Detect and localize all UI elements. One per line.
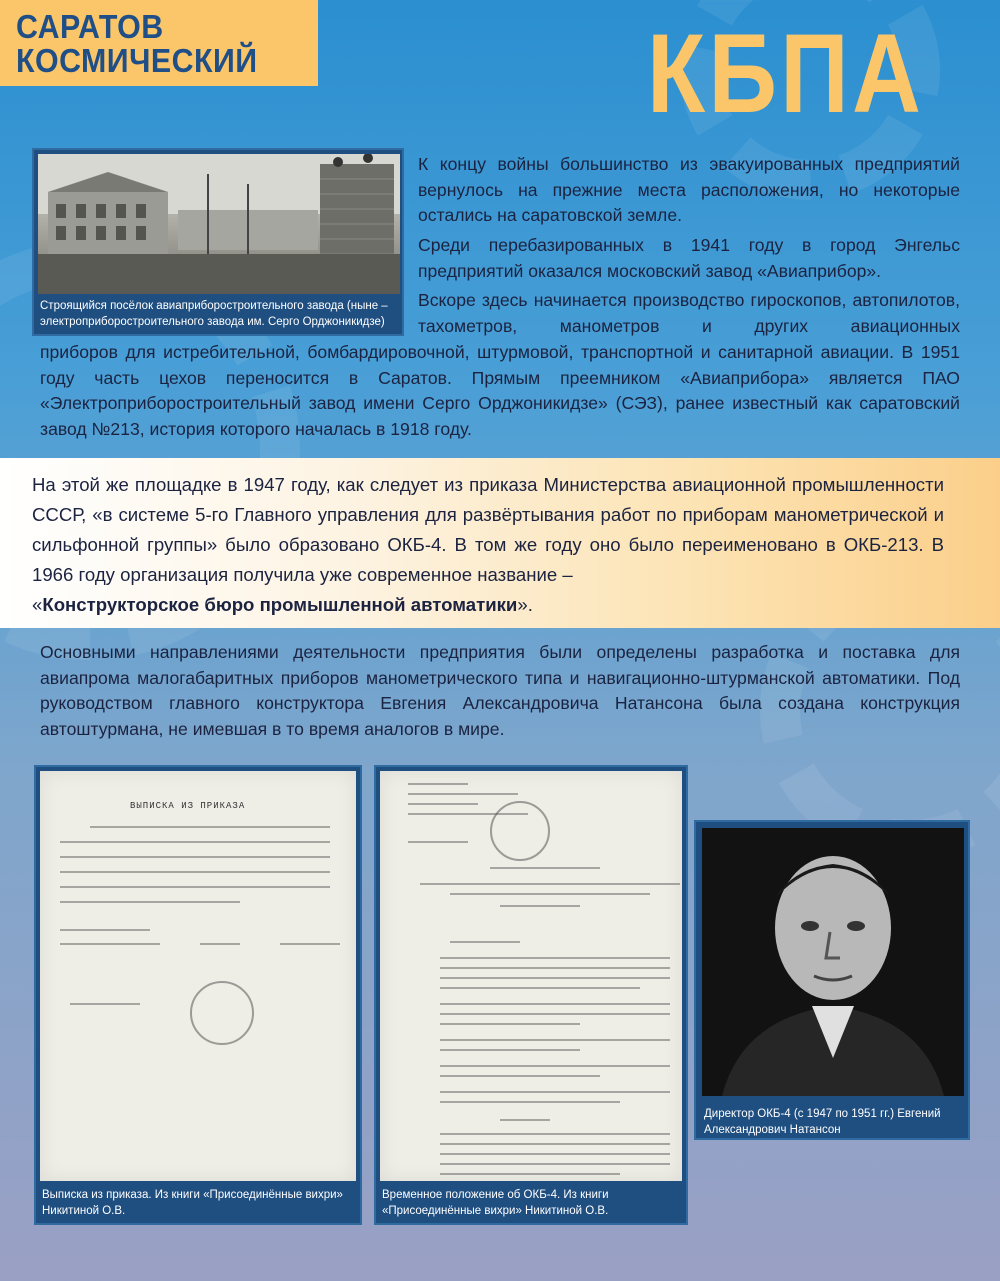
document-1-caption: Выписка из приказа. Из книги «Присоединённые вихри» Никитиной О.В. <box>42 1189 343 1217</box>
historic-photo-frame <box>32 148 404 336</box>
historic-photo <box>38 154 400 294</box>
portrait-frame <box>694 820 970 1140</box>
portrait-caption: Директор ОКБ-4 (с 1947 по 1951 гг.) Евгений Александрович Натансон <box>704 1108 941 1136</box>
document-2-image <box>380 771 682 1181</box>
intro-paragraph-2: Среди перебазированных в 1941 году в город Энгельс предприятий оказался московский завод «Авиаприбор». <box>418 235 960 281</box>
document-1-stamp <box>190 981 254 1045</box>
document-1-heading: ВЫПИСКА ИЗ ПРИКАЗА <box>130 801 246 811</box>
intro-paragraph-3b: приборов для истребительной, бомбардировочной, штурмовой, транспортной и санитарной авиации. В 1951 году часть цехов переносится в Саратов. Прямым преемником «Авиаприбора» является ПАО «Электроприборостроительный завод имени Серго Орджоникидзе» (СЭЗ), ранее известный как саратовский завод №213, история которого началась в 1918 году. <box>40 342 960 439</box>
company-name: Конструкторское бюро промышленной автоматики <box>42 594 518 615</box>
portrait-photo <box>702 828 964 1096</box>
activities-paragraph: Основными направлениями деятельности предприятия были определены разработка и поставка для авиапрома малогабаритных приборов манометрического типа и навигационно-штурманской автоматики. Под руководством главного конструктора Евгения Александровича Натансона была создана конструкция автоштурмана, не имевшая в то время аналогов в мире. <box>40 642 960 739</box>
page-title: КБПА <box>646 11 924 136</box>
intro-paragraph-3a: Вскоре здесь начинается производство гироскопов, автопилотов, тахометров, манометров и других авиационных <box>418 290 960 336</box>
historic-photo-caption: Строящийся посёлок авиаприборостроительного завода (ныне – электроприборостроительного завода им. Серго Орджоникидзе) <box>40 300 388 328</box>
brand-label <box>0 0 318 86</box>
document-2-caption: Временное положение об ОКБ-4. Из книги «Присоединённые вихри» Никитиной О.В. <box>382 1189 609 1217</box>
document-2-stamp <box>490 801 550 861</box>
document-1-image <box>40 771 356 1181</box>
brand-line-1: САРАТОВ <box>16 8 164 45</box>
document-2-frame <box>374 765 688 1225</box>
brand-line-2: КОСМИЧЕСКИЙ <box>16 42 258 79</box>
highlight-band <box>0 458 1000 628</box>
intro-paragraph-1: К концу войны большинство из эвакуированных предприятий вернулось на прежние места расположения, но некоторые остались на саратовской земле. <box>418 154 960 225</box>
highlight-text: На этой же площадке в 1947 году, как следует из приказа Министерства авиационной промышленности СССР, «в системе 5-го Главного управления для развёртывания работ по приборам манометрической и сильфонной группы» было образовано ОКБ-4. В том же году оно было переименовано в ОКБ-213. В 1966 году организация получила уже современное название – «Конструкторское бюро промышленной автоматики». <box>32 474 944 615</box>
document-1-frame <box>34 765 362 1225</box>
